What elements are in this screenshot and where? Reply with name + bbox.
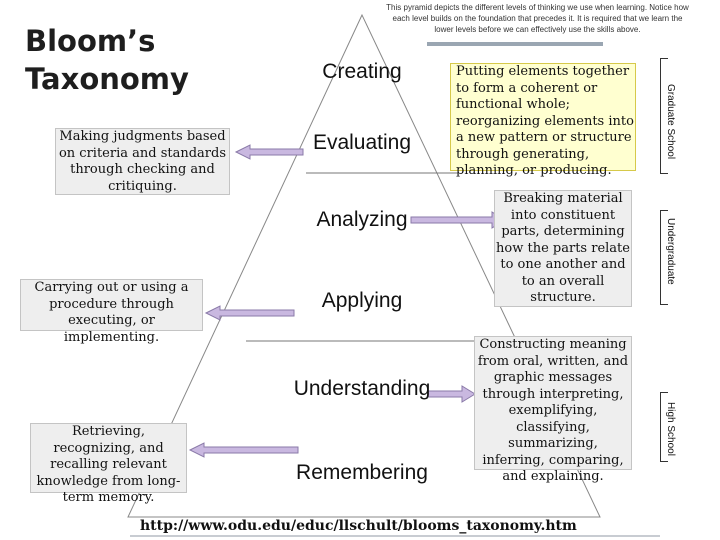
slide-title: Bloom’s Taxonomy <box>25 24 189 96</box>
level-remembering: Remembering <box>296 461 428 484</box>
evaluating-description: Making judgments based on criteria and standards through checking and critiquing. <box>55 128 230 195</box>
label-undergraduate: Undergraduate <box>665 218 676 285</box>
remembering-description: Retrieving, recognizing, and recalling relevant knowledge from long-term memory. <box>30 423 187 493</box>
applying-description: Carrying out or using a procedure through executing, or implementing. <box>20 279 203 331</box>
label-graduate-school: Graduate School <box>665 84 676 160</box>
intro-note: This pyramid depicts the different levels of thinking we use when learning. Notice how each level builds on the foundation that precedes it. It is required that we learn the lower levels before we can effectively use the skills above. <box>386 3 689 34</box>
level-applying: Applying <box>321 289 403 312</box>
level-evaluating: Evaluating <box>312 131 412 154</box>
level-creating: Creating <box>322 60 402 83</box>
arrow-left-evaluating <box>236 145 303 159</box>
label-high-school: High School <box>665 402 676 456</box>
creating-description: Putting elements together to form a coherent or functional whole; reorganizing elements into a new pattern or structure through generating, planning, or producing. <box>450 63 636 171</box>
analyzing-description: Breaking material into constituent parts, determining how the parts relate to one another and to an overall structure. <box>494 190 632 307</box>
source-link[interactable]: http://www.odu.edu/educ/llschult/blooms_taxonomy.htm <box>140 518 577 534</box>
level-analyzing: Analyzing <box>316 208 408 231</box>
level-understanding: Understanding <box>293 377 431 400</box>
footer-rule <box>130 535 660 537</box>
understanding-description: Constructing meaning from oral, written, and graphic messages through interpreting, exemplifying, classifying, summarizing, inferring, comparing, and explaining. <box>474 336 632 470</box>
